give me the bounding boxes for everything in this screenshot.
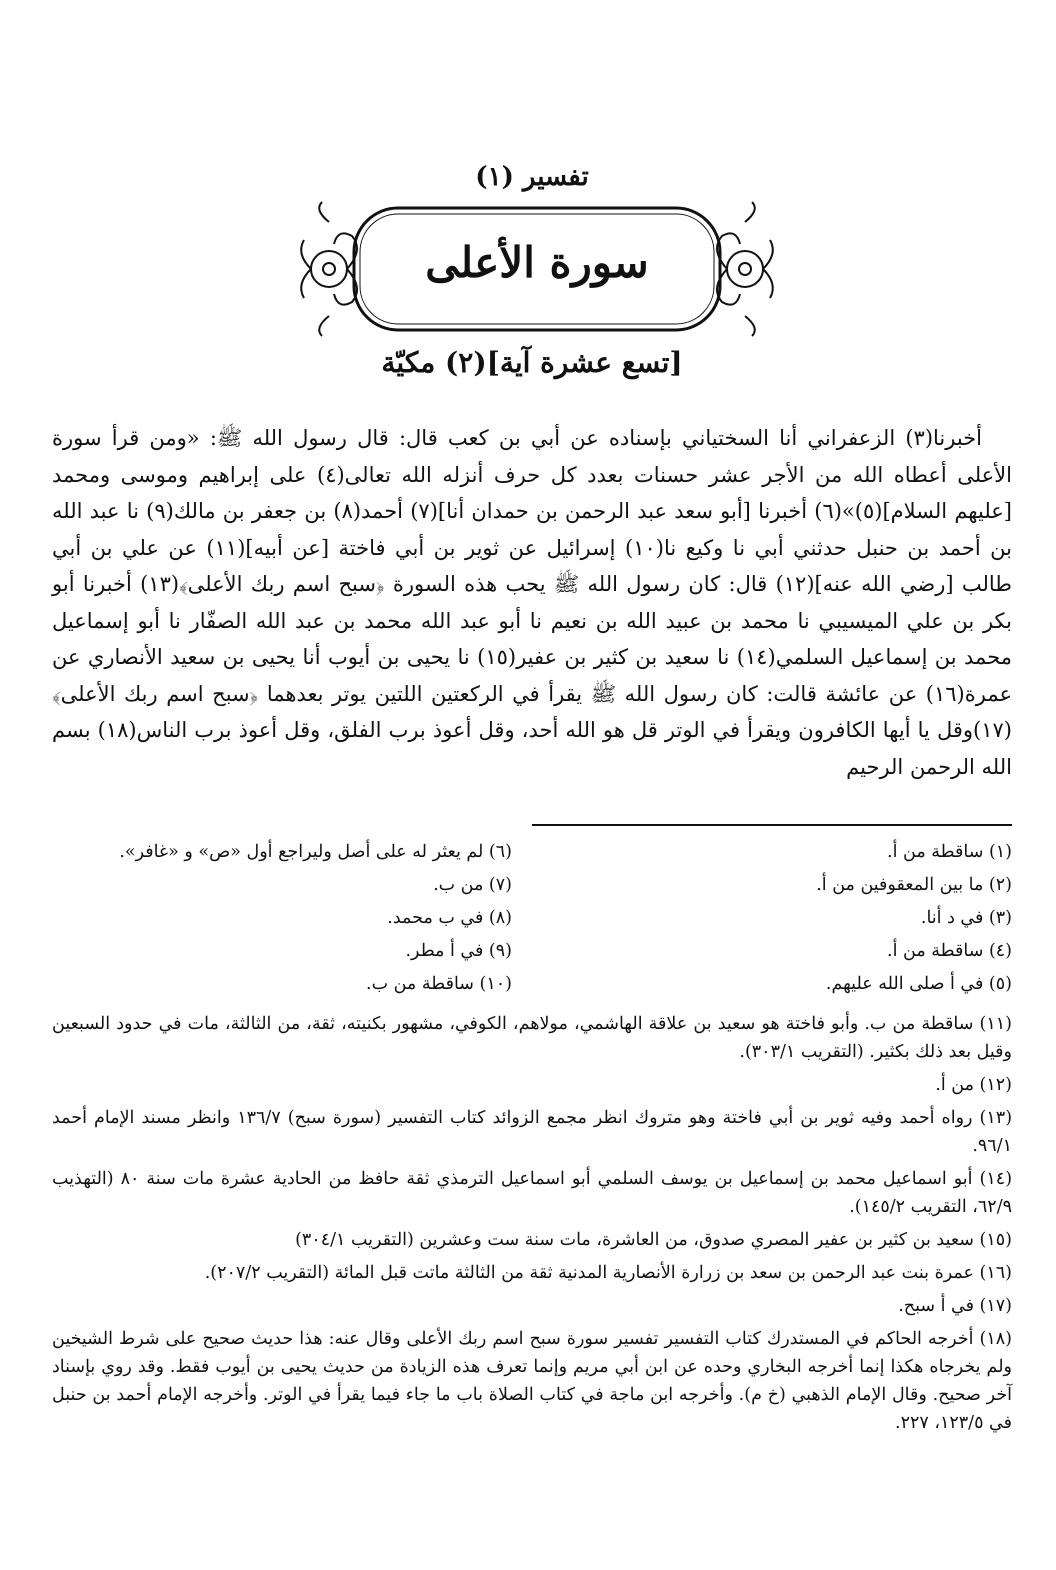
footnote: (٣) في د أنا. — [920, 908, 1012, 928]
footnote: (١٢) من أ. — [935, 1075, 1012, 1095]
long-footnotes — [52, 1010, 1012, 1442]
footnote: (١٥) سعيد بن كثير بن عفير المصري صدوق، من العاشرة، مات سنة ست وعشرين (التقريب ٣٠٤/١) — [295, 1230, 1012, 1250]
footnote: (١٧) في أ سبح. — [898, 1296, 1012, 1316]
main-paragraph: أخبرنا(٣) الزعفراني أنا السختياني بإسناده عن أبي بن كعب قال: قال رسول الله ﷺ: «ومن قرأ سورة الأعلى أعطاه الله من الأجر عشر حسنات بعدد كل حرف أنزله الله تعالى(٤) على إبراهيم وموسى ومحمد [عليهم السلام](٥)»(٦) أخبرنا [أبو سعد عبد الرحمن بن حمدان أنا](٧) أحمد(٨) بن جعفر بن مالك(٩) نا عبد الله بن أحمد بن حنبل حدثني أبي نا وكيع نا(١٠) إسرائيل عن ثوير بن أبي فاختة [عن أبيه](١١) عن علي بن أبي طالب [رضي الله عنه](١٢) قال: كان رسول الله ﷺ يحب هذه السورة ﴿سبح اسم ربك الأعلى﴾(١٣) أخبرنا أبو بكر بن علي الميسيبي نا محمد بن عبيد الله بن نعيم نا أبو عبد الله محمد بن عبد الله الصفّار نا أبو إسماعيل محمد بن إسماعيل السلمي(١٤) نا سعيد بن كثير بن عفير(١٥) نا يحيى بن أيوب أنا يحيى بن سعيد الأنصاري عن عمرة(١٦) عن عائشة قالت: كان رسول الله ﷺ يقرأ في الركعتين اللتين يوتر بعدهما ﴿سبح اسم ربك الأعلى﴾(١٧)وقل يا أيها الكافرون ويقرأ في الوتر قل هو الله أحد، وقل أعوذ برب الفلق، وقل أعوذ برب الناس(١٨) بسم الله الرحمن الرحيم — [52, 426, 1013, 779]
footnote: (٩) في أ مطر. — [405, 941, 512, 961]
footnotes-left-column — [42, 836, 512, 1001]
footnote: (١٠) ساقطة من ب. — [366, 974, 512, 994]
footnote: (١) ساقطة من أ. — [887, 842, 1012, 862]
footnote: (١٦) عمرة بنت عبد الرحمن بن سعد بن زرارة الأنصارية المدنية ثقة من الثالثة ماتت قبل المائة (التقريب ٢٠٧/٢). — [204, 1263, 1012, 1283]
surah-title: سورة الأعلى — [425, 238, 649, 287]
footnote: (١٤) أبو اسماعيل محمد بن إسماعيل بن يوسف السلمي أبو اسماعيل الترمذي ثقة حافظ من الحادية عشرة مات سنة ٨٠ (التهذيب ٦٢/٩، التقريب ١٤٥/٢). — [52, 1169, 1013, 1217]
footnote: (٥) في أ صلى الله عليهم. — [825, 974, 1012, 994]
footnote: (١١) ساقطة من ب. وأبو فاختة هو سعيد بن علاقة الهاشمي، مولاهم، الكوفي، مشهور بكنيته، ثقة، من الثالثة، مات في حدود السبعين وقيل بعد ذلك بكثير. (التقريب ٣٠٣/١). — [52, 1014, 1012, 1062]
footnote: (١٨) أخرجه الحاكم في المستدرك كتاب التفسير تفسير سورة سبح اسم ربك الأعلى وقال عنه: هذا حديث صحيح على شرط الشيخين ولم يخرجاه هكذا إنما أخرجه البخاري وحده عن ابن أبي مريم وإنما تعرف هذه الزيادة من حديث يحيى بن أيوب فقط. وقد روي بإسناد آخر صحيح. وقال الإمام الذهبي (خ م). وأخرجه ابن ماجة في كتاب الصلاة باب ما جاء فيما يقرأ في الوتر. وأخرجه الإمام أحمد بن حنبل في ١٢٣/٥، ٢٢٧. — [52, 1329, 1012, 1433]
footnotes-right-column — [542, 836, 1012, 1001]
page — [52, 0, 1012, 1570]
footnote: (٧) من ب. — [433, 875, 512, 895]
surah-title-frame — [290, 200, 784, 338]
footnote: (١٣) رواه أحمد وفيه ثوير بن أبي فاختة وهو متروك انظر مجمع الزوائد كتاب التفسير (سورة سبح) ١٣٦/٧ وانظر مسند الإمام أحمد ٩٦/١. — [52, 1108, 1013, 1156]
main-text — [52, 420, 1012, 785]
footnote: (٦) لم يعثر له على أصل وليراجع أول «ص» و «غافر». — [119, 842, 512, 862]
footnote: (٨) في ب محمد. — [387, 908, 512, 928]
footnote-divider — [532, 824, 1012, 826]
verse-count: [تسع عشرة آية](٢) مكيّة — [381, 346, 683, 379]
tafsir-heading: تفسير (١) — [475, 162, 589, 192]
footnote: (٤) ساقطة من أ. — [887, 941, 1012, 961]
footnote: (٢) ما بين المعقوفين من أ. — [816, 875, 1012, 895]
